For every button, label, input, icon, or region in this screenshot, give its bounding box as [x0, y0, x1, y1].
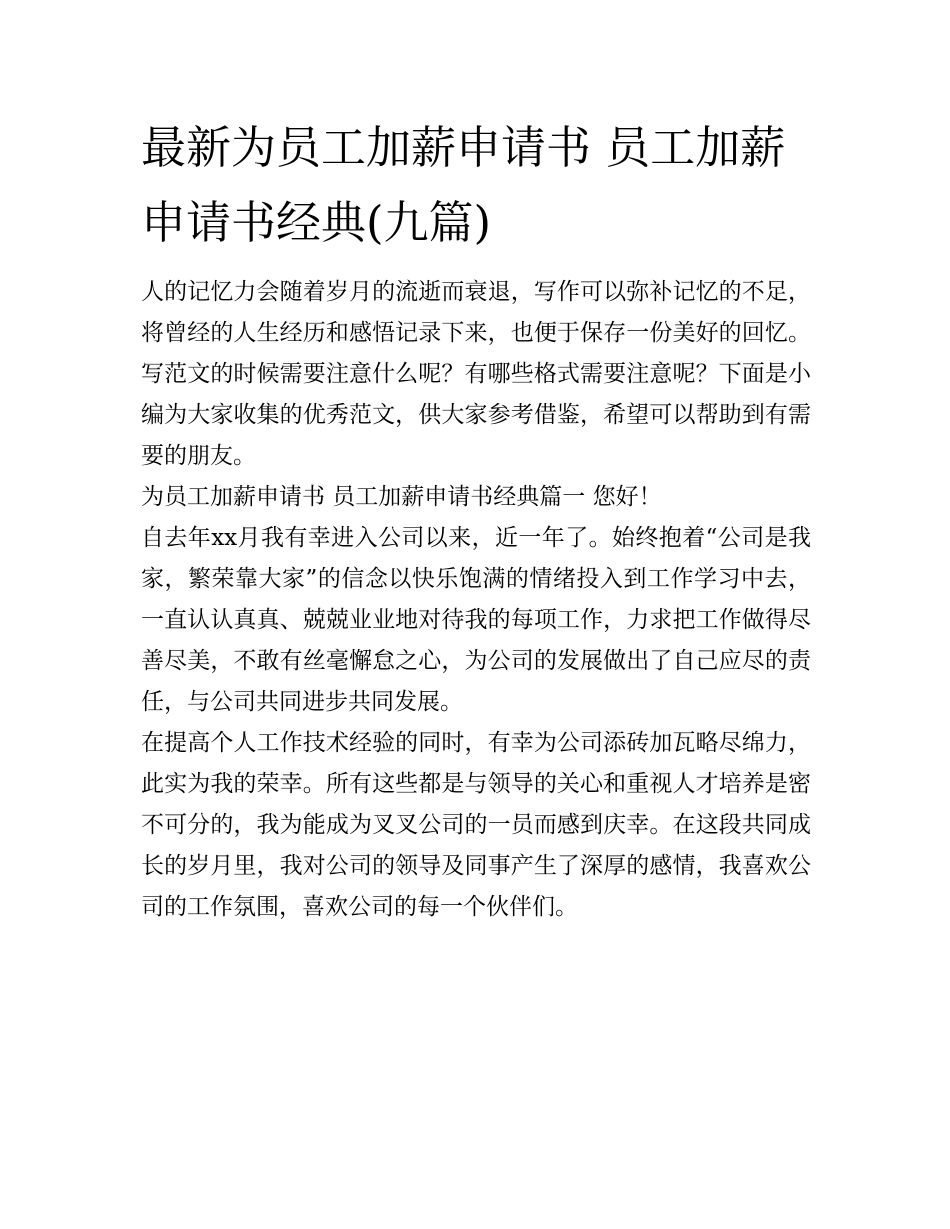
document-page [141, 110, 811, 928]
paragraph-intro: 人的记忆力会随着岁月的流逝而衰退，写作可以弥补记忆的不足，将曾经的人生经历和感悟记录下来，也便于保存一份美好的回忆。写范文的时候需要注意什么呢？有哪些格式需要注意呢？下面是小编为大家收集的优秀范文，供大家参考借鉴，希望可以帮助到有需要的朋友。 [141, 279, 811, 469]
document-title: 最新为员工加薪申请书 员工加薪申请书经典(九篇) [141, 121, 786, 249]
paragraph-body-2: 在提高个人工作技术经验的同时，有幸为公司添砖加瓦略尽绵力，此实为我的荣幸。所有这些都是与领导的关心和重视人才培养是密不可分的，我为能成为叉叉公司的一员而感到庆幸。在这段共同成长的岁月里，我对公司的领导及同事产生了深厚的感情，我喜欢公司的工作氛围，喜欢公司的每一个伙伴们。 [141, 730, 811, 920]
paragraph-body-1: 自去年xx月我有幸进入公司以来，近一年了。始终抱着“公司是我家，繁荣靠大家”的信念以快乐饱满的情绪投入到工作学习中去，一直认认真真、兢兢业业地对待我的每项工作，力求把工作做得尽善尽美，不敢有丝毫懈怠之心，为公司的发展做出了自己应尽的责任，与公司共同进步共同发展。 [141, 525, 811, 715]
paragraph-heading-greeting: 为员工加薪申请书 员工加薪申请书经典篇一 您好！ [141, 484, 662, 510]
